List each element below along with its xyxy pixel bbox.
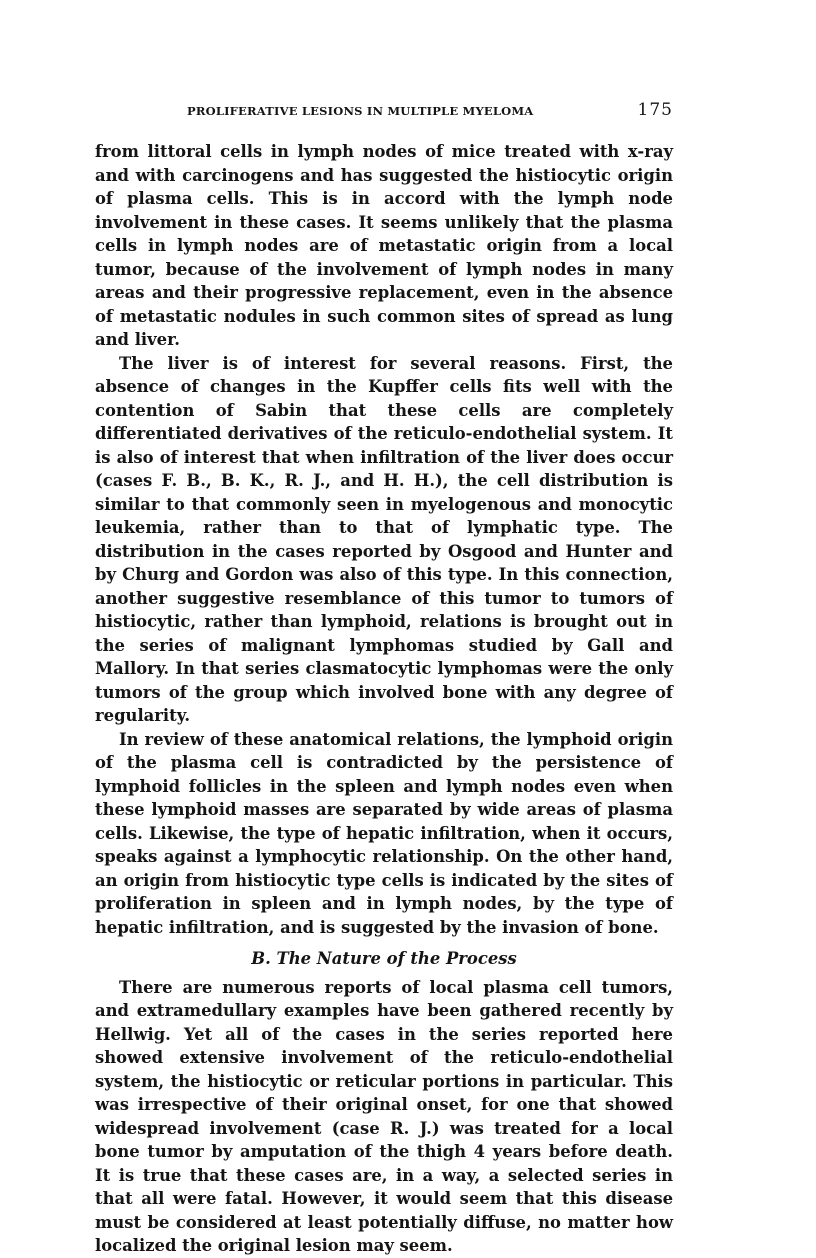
page-number: 175 — [637, 100, 673, 120]
body-text — [95, 140, 673, 1258]
paragraph-review: In review of these anatomical relations, the lymphoid origin of the plasma cell is contradicted by the persistence of lymphoid follicles in the spleen and lymph nodes even when these lymphoid masses are separated by wide areas of plasma cells. Likewise, the type of hepatic infiltration, when it occurs, speaks against a lymphocytic relationship. On the other hand, an origin from histiocytic type cells is indicated by the sites of proliferation in spleen and in lymph nodes, by the type of hepatic infiltration, and is suggested by the invasion of bone. — [95, 729, 673, 937]
section-heading: B. The Nature of the Process — [251, 949, 517, 968]
paragraph-continuation: from littoral cells in lymph nodes of mice treated with x-ray and with carcinogens and has suggested the histiocytic origin of plasma cells. This is in accord with the lymph node involvement in these cases. It seems unlikely that the plasma cells in lymph nodes are of metastatic origin from a local tumor, because of the involvement of lymph nodes in many areas and their progressive replacement, even in the absence of metastatic nodules in such common sites of spread as lung and liver. — [95, 142, 673, 349]
page-header — [95, 100, 673, 126]
running-head: PROLIFERATIVE LESIONS IN MULTIPLE MYELOMA — [187, 104, 534, 118]
paragraph-liver: The liver is of interest for several reasons. First, the absence of changes in the Kupffer cells fits well with the contention of Sabin that these cells are completely differentiated derivatives of the reticulo-endothelial system. It is also of interest that when infiltration of the liver does occur (cases F. B., B. K., R. J., and H. H.), the cell distribution is similar to that commonly seen in myelogenous and monocytic leukemia, rather than to that of lymphatic type. The distribution in the cases reported by Osgood and Hunter and by Churg and Gordon was also of this type. In this connection, another suggestive resemblance of this tumor to tumors of histiocytic, rather than lymphoid, relations is brought out in the series of malignant lymphomas studied by Gall and Mallory. In that series clasmatocytic lymphomas were the only tumors of the group which involved bone with any degree of regularity. — [95, 353, 673, 725]
paragraph-nature: There are numerous reports of local plasma cell tumors, and extramedullary examples have been gathered recently by Hellwig. Yet all of the cases in the series reported here showed extensive involvement of the reticulo-endothelial system, the histiocytic or reticular portions in particular. This was irrespective of their original onset, for one that showed widespread involvement (case R. J.) was treated for a local bone tumor by amputation of the thigh 4 years before death. It is true that these cases are, in a way, a selected series in that all were fatal. However, it would seem that this disease must be considered at least potentially diffuse, no matter how localized the original lesion may seem. — [95, 977, 673, 1255]
